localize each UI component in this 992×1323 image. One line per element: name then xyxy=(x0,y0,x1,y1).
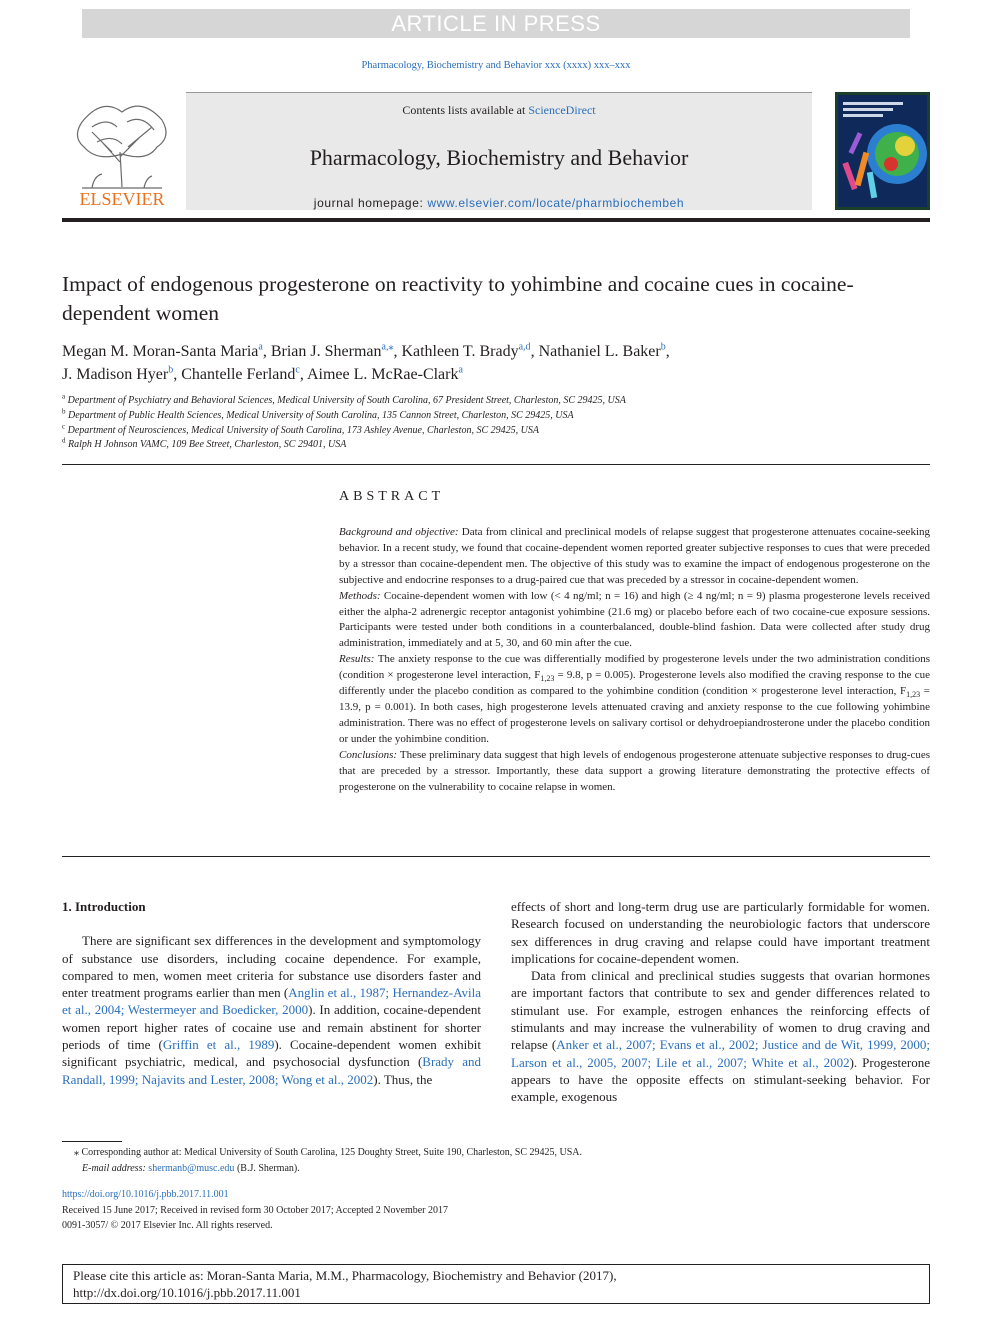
affiliation-list xyxy=(62,394,922,453)
author: Kathleen T. Brady xyxy=(401,343,519,360)
abstract-label: Methods: xyxy=(339,589,381,602)
header-rule xyxy=(62,218,930,222)
journal-title: Pharmacology, Biochemistry and Behavior xyxy=(309,145,689,170)
journal-cover-image[interactable] xyxy=(835,92,930,210)
author: Chantelle Ferland xyxy=(181,366,296,383)
citation-text: Please cite this article as: Moran-Santa Maria, M.M., Pharmacology, Biochemistry and Behavior (2017), xyxy=(73,1268,617,1283)
abstract-results xyxy=(339,652,930,747)
doi-link[interactable]: https://doi.org/10.1016/j.pbb.2017.11.001 xyxy=(62,1189,229,1200)
journal-header-box xyxy=(186,92,812,210)
abstract-text: = 9.8, p = 0.005). Progesterone levels also modified the craving response to the cue differently under the placebo condition as compared to the yohimbine condition (condition × progesterone level interaction, F xyxy=(339,669,930,698)
citation-link[interactable]: Griffin et al., 1989 xyxy=(162,1037,275,1053)
affiliation-text: Department of Psychiatry and Behavioral Sciences, Medical University of South Carolina, 67 President Street, Charleston, SC 29425, USA xyxy=(67,395,626,406)
section-heading: 1. Introduction xyxy=(62,899,146,914)
affiliation xyxy=(62,424,922,439)
body-paragraph xyxy=(511,967,930,1105)
copyright-line: 0091-3057/ © 2017 Elsevier Inc. All rights reserved. xyxy=(62,1220,273,1231)
affiliation-key: b xyxy=(62,407,66,416)
author-list xyxy=(62,340,912,386)
corresponding-author-footnote xyxy=(62,1145,930,1176)
affiliation-text: Department of Public Health Sciences, Medical University of South Carolina, 135 Cannon Street, Charleston, SC 29425, USA xyxy=(68,409,574,421)
abstract-text: The anxiety response to the cue was differentially modified by progesterone levels under the two administration conditions (condition × progesterone level interaction, F xyxy=(339,653,930,682)
section-divider xyxy=(62,856,930,857)
body-text: There are significant sex differences in the development and symptomology of substance use disorders, including cocaine dependence. For example, compared to men, women meet criteria for substance use disorders faster and enter treatment programs earlier than men ( xyxy=(62,933,481,1001)
received-dates: Received 15 June 2017; Received in revised form 30 October 2017; Accepted 2 November 2017 xyxy=(62,1204,449,1216)
abstract-label: Results: xyxy=(339,653,375,666)
sciencedirect-link[interactable]: ScienceDirect xyxy=(528,103,596,117)
publisher-name: ELSEVIER xyxy=(79,189,165,209)
contents-prefix: Contents lists available at xyxy=(402,103,529,117)
journal-homepage-link[interactable]: www.elsevier.com/locate/pharmbiochembeh xyxy=(427,196,685,210)
citation-link[interactable]: Anglin et al., 1987; Hernandez-Avila et al., 2004; Westermeyer and Boedicker, 2000 xyxy=(62,985,482,1018)
author-affiliation-marker[interactable]: a,d xyxy=(518,341,531,353)
author-separator: , xyxy=(299,366,307,383)
author: Aimee L. McRae-Clark xyxy=(306,366,459,383)
affiliation xyxy=(62,409,922,424)
subscript: 1,23 xyxy=(906,690,921,700)
abstract-text: Data from clinical and preclinical models of relapse suggest that progesterone attenuates cocaine-seeking behavior. In a recent study, we found that cocaine-dependent women reported greater subjective responses to cues that were preceded by a stressor than cocaine-dependent men. The objective of this study was to examine the impact of endogenous progesterone on the subjective and endocrine responses to a drug-paired cue that was preceded by a stressor in cocaine-dependent women. xyxy=(339,526,931,586)
author: Brian J. Sherman xyxy=(270,343,382,360)
abstract-label: Conclusions: xyxy=(339,748,398,761)
footnote-rule xyxy=(62,1141,122,1142)
body-paragraph: effects of short and long-term drug use are particularly formidable for women. Research focused on understanding the neurobiologic factors that underscore sex differences in drug craving and relapse could have important treatment implications for cocaine-dependent women. xyxy=(511,899,930,966)
affiliation-key: a xyxy=(62,392,66,401)
email-link[interactable]: shermanb@musc.edu xyxy=(148,1162,235,1174)
abstract-conclusions xyxy=(339,748,930,796)
body-text: ). Thus, the xyxy=(373,1071,433,1087)
body-paragraph xyxy=(62,932,481,1088)
author-affiliation-marker[interactable]: b xyxy=(168,364,174,376)
article-in-press-banner: ARTICLE IN PRESS xyxy=(82,9,910,38)
author: Nathaniel L. Baker xyxy=(538,343,661,360)
article-title: Impact of endogenous progesterone on reactivity to yohimbine and cocaine cues in cocaine-dependent women xyxy=(62,272,854,325)
email-label: E-mail address: xyxy=(82,1162,146,1174)
elsevier-tree-logo[interactable] xyxy=(62,92,182,210)
body-text: ). Cocaine-dependent women exhibit significant psychiatric, medical, and psychosocial dysfunction ( xyxy=(62,1037,481,1070)
abstract-methods xyxy=(339,589,930,653)
author: Megan M. Moran-Santa Maria xyxy=(62,343,259,360)
affiliation xyxy=(62,394,922,409)
citation-link[interactable]: Anker et al., 2007; Evans et al., 2002; Justice and de Wit, 1999, 2000; Larson et al., 2005, 2007; Lile et al., 2007; White et al., 2002 xyxy=(511,1037,931,1070)
affiliation-text: Department of Neurosciences, Medical University of South Carolina, 173 Ashley Avenue, Charleston, SC 29425, USA xyxy=(67,424,539,436)
homepage-line xyxy=(186,196,812,210)
body-text: ). In addition, cocaine-dependent women report higher rates of cocaine use and remain abstinent for shorter periods of time ( xyxy=(62,1002,481,1053)
abstract-text: These preliminary data suggest that high levels of endogenous progesterone attenuate subjective responses to drug-cues that are preceded by a stressor. Importantly, these data support a growing literature demonstrating the protective effects of progesterone on the vulnerability to cocaine relapse in women. xyxy=(339,748,930,793)
author-affiliation-marker[interactable]: a,⁎ xyxy=(381,341,394,353)
section-divider xyxy=(62,464,930,465)
affiliation-text: Ralph H Johnson VAMC, 109 Bee Street, Charleston, SC 29401, USA xyxy=(68,439,347,451)
body-text: ). Progesterone appears to have the opposite effects on stimulant-seeking behavior. For example, exogenous xyxy=(511,1054,931,1105)
article-metadata xyxy=(62,1187,930,1234)
footnote-marker: ⁎ xyxy=(74,1147,79,1158)
body-column-left xyxy=(62,898,481,1088)
body-text: Data from clinical and preclinical studies suggests that ovarian hormones are important factors that contribute to sex and gender differences related to stimulant use. For example, estrogen enhances the reinforcing effects of stimulants and may increase the vulnerability of women to drug craving and relapse ( xyxy=(511,968,930,1053)
abstract-text: = 13.9, p = 0.001). In both cases, high progesterone levels attenuated craving and anxiety response to the cue following yohimbine administration. There was no effect of progesterone levels on salivary cortisol or dehydroepiandrosterone under the placebo condition or under the yohimbine condition. xyxy=(339,685,930,745)
author-affiliation-marker[interactable]: a xyxy=(458,364,463,376)
author-separator: , xyxy=(665,343,670,360)
author-separator: , xyxy=(173,366,182,383)
citation-doi[interactable]: http://dx.doi.org/10.1016/j.pbb.2017.11.001 xyxy=(73,1284,301,1300)
affiliation-key: c xyxy=(62,422,66,431)
footnote-text: (B.J. Sherman). xyxy=(234,1162,300,1174)
citation-link[interactable]: Brady and Randall, 1999; Najavits and Lester, 2008; Wong et al., 2002 xyxy=(62,1054,482,1087)
homepage-prefix: journal homepage: xyxy=(313,196,428,210)
body-column-right xyxy=(511,898,930,1106)
journal-header xyxy=(62,90,930,220)
subscript: 1,23 xyxy=(540,674,555,684)
author-affiliation-marker[interactable]: b xyxy=(660,341,666,353)
affiliation-key: d xyxy=(62,437,66,446)
journal-reference[interactable]: Pharmacology, Biochemistry and Behavior xxx (xxxx) xxx–xxx xyxy=(361,60,631,71)
author-separator: , xyxy=(393,343,402,360)
footnote-text: Corresponding author at: Medical University of South Carolina, 125 Doughty Street, Suite 190, Charleston, SC 29425, USA. xyxy=(79,1147,583,1158)
author-separator: , xyxy=(530,343,539,360)
author-separator: , xyxy=(262,343,271,360)
abstract-heading: ABSTRACT xyxy=(339,489,445,504)
author-affiliation-marker[interactable]: c xyxy=(295,364,300,376)
citation-box xyxy=(62,1264,930,1304)
abstract-text: Cocaine-dependent women with low (< 4 ng/ml; n = 16) and high (≥ 4 ng/ml; n = 9) plasma progesterone levels received either the alpha-2 adrenergic receptor antagonist yohimbine (21.6 mg) or placebo before each of two cocaine-cue exposure sessions. Participants were tested under both conditions in a counterbalanced, double-blind fashion. Data were collected after study drug administration, immediately and at 5, 30, and 60 min after the cue. xyxy=(339,589,930,650)
abstract-body xyxy=(339,525,930,795)
author: J. Madison Hyer xyxy=(62,366,169,383)
contents-line xyxy=(186,103,812,118)
abstract-background xyxy=(339,525,930,589)
affiliation xyxy=(62,438,922,453)
author-affiliation-marker[interactable]: a xyxy=(258,341,263,353)
abstract-label: Background and objective: xyxy=(339,526,459,538)
